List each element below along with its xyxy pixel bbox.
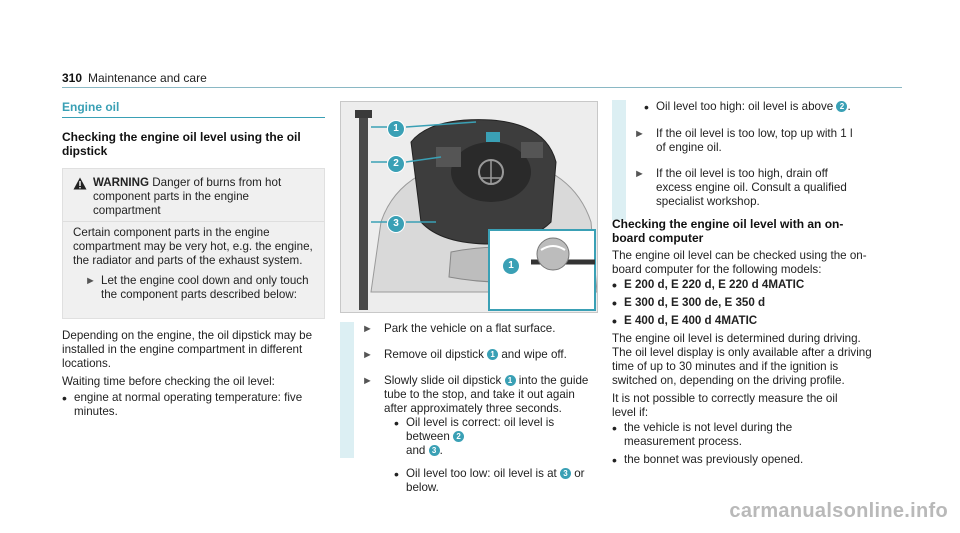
figure-callout-1: 1 xyxy=(387,120,405,138)
left-column xyxy=(62,100,325,419)
not-possible-text: It is not possible to correctly measure the oil level if: xyxy=(612,392,838,419)
ref-badge: 1 xyxy=(487,349,498,360)
page-section-title: Maintenance and care xyxy=(88,71,207,85)
figure-callout-3: 3 xyxy=(387,215,405,233)
driving-detection-text: The engine oil level is determined during driving. The oil level display is only available after a driving time of up to 30 minutes and if the ignition is switched on, depending on the driving profile. xyxy=(612,332,872,387)
step-item xyxy=(340,374,600,416)
step-arrow-icon: ► xyxy=(634,128,645,140)
step-remove-text: Remove oil dipstick xyxy=(384,348,488,361)
onboard-intro: The engine oil level can be checked using the on-board computer for the following models: xyxy=(612,249,867,276)
oil-correct-end: . xyxy=(439,444,443,457)
ref-badge: 3 xyxy=(560,468,571,479)
waiting-time-bullet: engine at normal operating temperature: five minutes. xyxy=(74,391,303,418)
figure-callout-2: 2 xyxy=(387,155,405,173)
warning-icon xyxy=(73,177,89,194)
condition-item: the vehicle is not level during the measurement process. xyxy=(624,421,793,448)
middle-column xyxy=(340,322,600,495)
model-item: E 300 d, E 300 de, E 350 d xyxy=(624,296,766,309)
warning-text: Danger of burns from hot component parts in the engine compartment xyxy=(93,176,282,217)
list-item: • E 400 d, E 400 d 4MATIC xyxy=(612,313,758,329)
list-item: • Oil level too low: oil level is at 3 or below. xyxy=(394,466,585,494)
ref-badge: 3 xyxy=(429,445,440,456)
ref-badge: 1 xyxy=(505,375,516,386)
dipstick-location-text: Depending on the engine, the oil dipstick may be installed in the engine compartment in different locations. xyxy=(62,329,313,370)
step-arrow-icon: ► xyxy=(362,349,373,361)
engine-figure xyxy=(340,101,598,313)
step-slide-text-end: into the guide tube to the stop, and take it out again after approximately three seconds. xyxy=(384,374,589,415)
header-rule xyxy=(62,87,902,88)
warning-label: WARNING xyxy=(93,176,150,189)
warning-box xyxy=(62,168,325,319)
right-column xyxy=(612,100,902,467)
step-arrow-icon: ► xyxy=(634,168,645,180)
list-item: • the vehicle is not level during the measurement process. xyxy=(612,421,857,449)
watermark: carmanualsonline.info xyxy=(729,500,948,522)
section-title: Engine oil xyxy=(62,100,120,114)
step-arrow-icon: ► xyxy=(362,323,373,335)
onboard-heading: Checking the engine oil level with an on-board computer xyxy=(612,217,844,245)
warning-divider xyxy=(63,221,324,222)
section-rule xyxy=(62,117,325,118)
waiting-time-text: Waiting time before checking the oil level: xyxy=(62,375,275,388)
list-item: • E 200 d, E 220 d, E 220 d 4MATIC xyxy=(612,277,805,293)
step-item xyxy=(340,322,600,336)
step-arrow-icon: ► xyxy=(362,375,373,387)
oil-correct-text: Oil level is correct: oil level is between xyxy=(406,416,555,443)
model-item: E 400 d, E 400 d 4MATIC xyxy=(624,314,758,327)
model-item: E 200 d, E 220 d, E 220 d 4MATIC xyxy=(624,278,805,291)
oil-high-end: . xyxy=(847,100,851,113)
step-item xyxy=(340,348,600,362)
warning-step: Let the engine cool down and only touch the component parts described below: xyxy=(101,274,309,301)
condition-item: the bonnet was previously opened. xyxy=(624,453,804,466)
step-item xyxy=(612,127,902,155)
step-remove-text-end: and wipe off. xyxy=(498,348,567,361)
list-item: • the bonnet was previously opened. xyxy=(612,452,804,468)
step-arrow-icon: ► xyxy=(85,275,96,287)
step-top-up: If the oil level is too low, top up with 1 l of engine oil. xyxy=(656,127,853,154)
step-park: Park the vehicle on a flat surface. xyxy=(384,322,556,335)
list-item: • Oil level too high: oil level is above 2 . xyxy=(644,99,851,115)
oil-correct-and: and xyxy=(406,444,429,457)
oil-low-text: Oil level too low: oil level is at xyxy=(406,467,561,480)
list-item: • E 300 d, E 300 de, E 350 d xyxy=(612,295,766,311)
list-item: • Oil level is correct: oil level is between 2 and 3 . xyxy=(394,415,555,457)
list-item: • engine at normal operating temperature: five minutes. xyxy=(62,391,325,419)
ref-badge: 2 xyxy=(453,431,464,442)
step-item xyxy=(612,167,902,209)
inset-callout-1: 1 xyxy=(503,258,519,274)
oil-high-text: Oil level too high: oil level is above xyxy=(656,100,837,113)
engine-bay-illustration xyxy=(341,102,597,312)
procedure-heading: Checking the engine oil level using the oil dipstick xyxy=(62,130,301,158)
ref-badge: 2 xyxy=(836,101,847,112)
oil-low-text-end: or below. xyxy=(406,467,585,494)
warning-body: Certain component parts in the engine compartment may be very hot, e.g. the engine, the radiator and parts of the exhaust system. xyxy=(73,226,313,267)
step-slide-text: Slowly slide oil dipstick xyxy=(384,374,505,387)
step-drain: If the oil level is too high, drain off excess engine oil. Consult a qualified specialist workshop. xyxy=(656,167,847,208)
page-number: 310 xyxy=(62,71,83,85)
